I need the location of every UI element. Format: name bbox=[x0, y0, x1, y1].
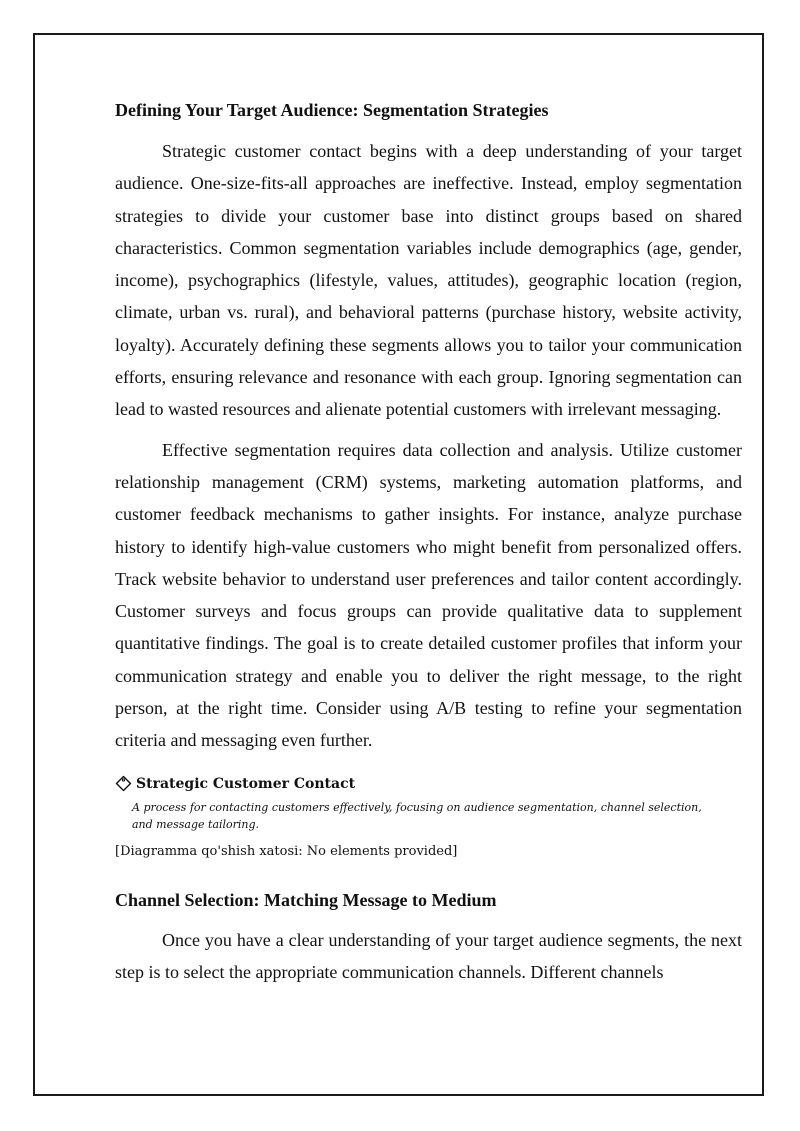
paragraph-segmentation-intro: Strategic customer contact begins with a deep understanding of your target audience. One-size-fits-all approaches are ineffective. Instead, employ segmentation strategies to divide your customer base into distinct groups based on shared characteristics. Common segmentation variables include demographics (age, gender, income), psychographics (lifestyle, values, attitudes), geographic location (region, climate, urban vs. rural), and behavioral patterns (purchase history, website activity, loyalty). Accurately defining these segments allows you to tailor your communication efforts, ensuring relevance and resonance with each group. Ignoring segmentation can lead to wasted resources and alienate potential customers with irrelevant messaging. bbox=[115, 141, 742, 420]
document-body bbox=[115, 98, 742, 988]
section-heading-segmentation: Defining Your Target Audience: Segmentation Strategies bbox=[115, 100, 549, 120]
section-heading-channel-selection: Channel Selection: Matching Message to Medium bbox=[115, 889, 497, 910]
paragraph-channel-selection: Once you have a clear understanding of your target audience segments, the next step is to select the appropriate communication channels. Different channels bbox=[115, 929, 742, 982]
tag-icon bbox=[115, 775, 132, 792]
paragraph-segmentation-data: Effective segmentation requires data collection and analysis. Utilize customer relationship management (CRM) systems, marketing automation platforms, and customer feedback mechanisms to gather insights. For instance, analyze purchase history to identify high-value customers who might benefit from personalized offers. Track website behavior to understand user preferences and tailor content accordingly. Customer surveys and focus groups can provide qualitative data to supplement quantitative findings. The goal is to create detailed customer profiles that inform your communication strategy and enable you to deliver the right message, to the right person, at the right time. Consider using A/B testing to refine your segmentation criteria and messaging even further. bbox=[115, 439, 742, 751]
diagram-header bbox=[115, 774, 742, 794]
diagram-description: A process for contacting customers effectively, focusing on audience segmentation, channel selection, and message tailoring. bbox=[132, 800, 702, 831]
diagram-placeholder bbox=[115, 774, 742, 861]
diagram-title: Strategic Customer Contact bbox=[136, 775, 356, 792]
diagram-error-message: [Diagramma qo'shish xatosi: No elements provided] bbox=[115, 843, 458, 859]
